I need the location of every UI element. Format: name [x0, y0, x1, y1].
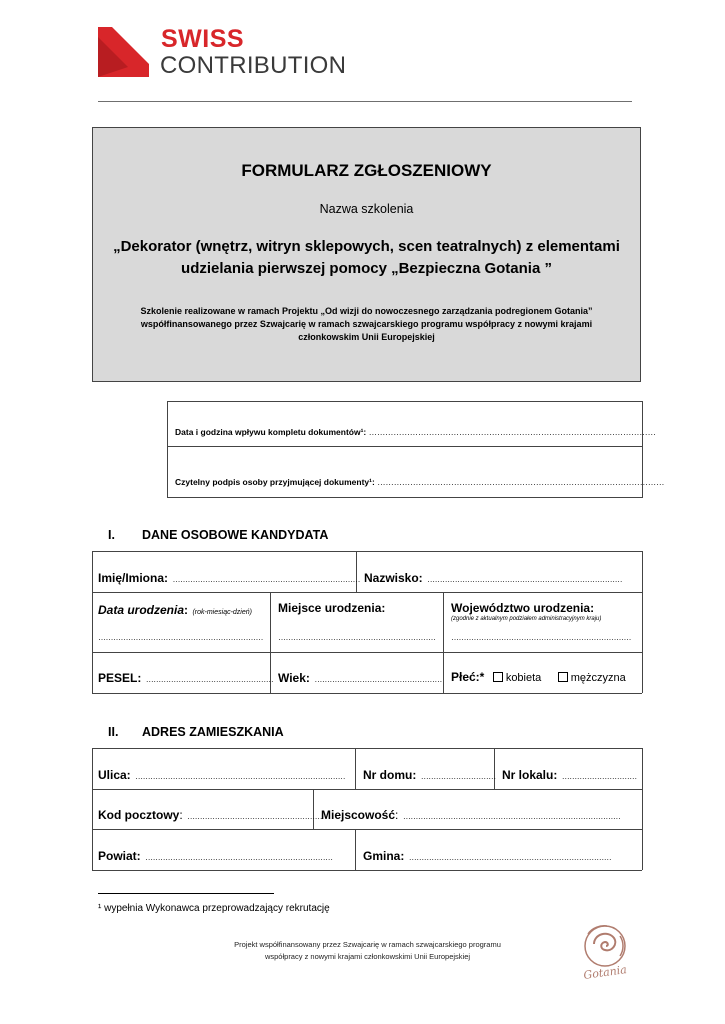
footer-line1: Projekt współfinansowany przez Szwajcarię w ramach szwajcarskiego programu	[234, 940, 501, 949]
receiver-signature-field[interactable]	[175, 477, 664, 487]
footer-line2: współpracy z nowymi krajami członkowskimi Unii Europejskiej	[264, 952, 471, 961]
age-field[interactable]	[278, 669, 442, 687]
district-label: Powiat:	[98, 849, 141, 863]
postal-code-field[interactable]	[98, 806, 322, 824]
birth-place-label: Miejsce urodzenia:	[278, 601, 386, 615]
table-border	[443, 592, 444, 693]
section1-number: I.	[108, 528, 115, 542]
swiss-contribution-logo-mark	[98, 27, 149, 77]
table-border	[355, 829, 356, 870]
table-border	[92, 693, 642, 694]
form-subtitle: Nazwa szkolenia	[319, 202, 414, 216]
table-border	[355, 748, 356, 789]
pesel-field[interactable]	[98, 669, 273, 687]
table-border	[642, 551, 643, 693]
voivodeship-hint: (zgodnie z aktualnym podziałem administracyjnym kraju)	[451, 616, 602, 622]
birth-date-fill-line[interactable]: …………………………………………………………	[98, 633, 263, 642]
gender-male-checkbox[interactable]	[558, 672, 568, 682]
house-number-fill-line: …………………………	[420, 772, 496, 781]
receiver-signature-fill-line: ……………………………………………………………………………………………	[377, 477, 665, 487]
apartment-number-label: Nr lokalu:	[502, 768, 558, 782]
house-number-label: Nr domu:	[363, 768, 417, 782]
postal-code-fill-line: ………………………………………………	[187, 812, 323, 821]
table-border	[92, 551, 642, 552]
header-divider	[98, 101, 632, 102]
course-name-line2: udzielania pierwszej pomocy „Bezpieczna Gotania ”	[181, 260, 552, 277]
footer-text	[200, 939, 535, 963]
gender-label: Płeć:*	[451, 670, 485, 684]
section2-title: ADRES ZAMIESZKANIA	[142, 725, 284, 739]
last-name-field[interactable]	[364, 569, 622, 587]
table-border	[92, 551, 93, 693]
house-number-field[interactable]	[363, 766, 496, 784]
postal-code-label: Kod pocztowy	[98, 808, 180, 822]
table-border	[92, 652, 642, 653]
city-field[interactable]	[321, 806, 620, 824]
apartment-number-fill-line: …………………………	[561, 772, 637, 781]
commune-field[interactable]	[363, 847, 611, 865]
city-label: Miejscowość	[321, 808, 396, 822]
course-name-line1: „Dekorator (wnętrz, witryn sklepowych, scen teatralnych) z elementami	[113, 238, 620, 255]
birth-date-colon: :	[184, 603, 189, 617]
table-border	[92, 789, 642, 790]
last-name-fill-line: ……………………………………………………………………	[427, 575, 623, 584]
received-date-label: Data i godzina wpływu kompletu dokumentów¹:	[175, 427, 367, 437]
table-border	[642, 748, 643, 870]
project-info-line1: Szkolenie realizowane w ramach Projektu „Od wizji do nowoczesnego zarządzania podregionem Gotania”	[140, 306, 593, 316]
course-name	[102, 236, 631, 280]
birth-date-label-group	[98, 601, 252, 619]
street-fill-line: …………………………………………………………………………	[135, 772, 346, 781]
project-info-line2: współfinansowanego przez Szwajcarię w ramach szwajcarskiego programu współpracy z nowymi krajami	[140, 319, 593, 329]
birth-place-fill-line[interactable]: ………………………………………………………	[278, 633, 436, 642]
footnote: ¹ wypełnia Wykonawca przeprowadzający rekrutację	[98, 903, 330, 914]
logo-text-contribution: CONTRIBUTION	[160, 52, 347, 79]
city-fill-line: ……………………………………………………………………………	[402, 812, 621, 821]
gotania-logo	[574, 920, 636, 982]
project-info	[112, 305, 621, 344]
footnote-divider	[98, 893, 274, 894]
last-name-label: Nazwisko:	[364, 571, 423, 585]
registration-divider	[167, 446, 643, 447]
table-border	[92, 870, 642, 871]
age-fill-line: ……………………………………………	[314, 675, 442, 684]
gotania-logo-text: Gotania	[582, 963, 628, 982]
gender-female-label: kobieta	[505, 672, 542, 684]
received-date-field[interactable]	[175, 427, 656, 437]
street-label: Ulica:	[98, 768, 131, 782]
pesel-label: PESEL:	[98, 671, 142, 685]
street-field[interactable]	[98, 766, 345, 784]
district-field[interactable]	[98, 847, 333, 865]
age-label: Wiek:	[278, 671, 310, 685]
birth-date-hint: (rok-miesiąc-dzień)	[192, 609, 252, 616]
pesel-fill-line: ……………………………………………	[145, 675, 274, 684]
form-title: FORMULARZ ZGŁOSZENIOWY	[241, 161, 492, 180]
district-fill-line: …………………………………………………………………	[145, 853, 333, 862]
gender-field	[451, 668, 626, 686]
table-border	[92, 829, 642, 830]
voivodeship-label: Województwo urodzenia:	[451, 601, 595, 615]
apartment-number-field[interactable]	[502, 766, 637, 784]
gender-female-checkbox[interactable]	[493, 672, 503, 682]
project-info-line3: członkowskim Unii Europejskiej	[298, 332, 435, 342]
voivodeship-fill-line[interactable]: ………………………………………………………………	[451, 633, 631, 642]
postal-code-colon: :	[179, 808, 183, 822]
city-colon: :	[395, 808, 399, 822]
received-date-fill-line: ……………………………………………………………………………………………	[368, 427, 656, 437]
first-name-field[interactable]	[98, 569, 360, 587]
table-border	[92, 748, 642, 749]
table-border	[92, 748, 93, 870]
logo-text-swiss: SWISS	[161, 25, 245, 53]
receiver-signature-label: Czytelny podpis osoby przyjmującej dokumenty¹:	[175, 477, 375, 487]
gender-male-label: mężczyzna	[570, 672, 626, 684]
commune-label: Gmina:	[363, 849, 405, 863]
first-name-fill-line: …………………………………………………………………	[172, 575, 360, 584]
first-name-label: Imię/Imiona:	[98, 571, 169, 585]
birth-date-label: Data urodzenia	[98, 603, 185, 617]
commune-fill-line: ………………………………………………………………………	[408, 853, 612, 862]
section1-title: DANE OSOBOWE KANDYDATA	[142, 528, 329, 542]
section2-number: II.	[108, 725, 119, 739]
table-border	[92, 592, 642, 593]
